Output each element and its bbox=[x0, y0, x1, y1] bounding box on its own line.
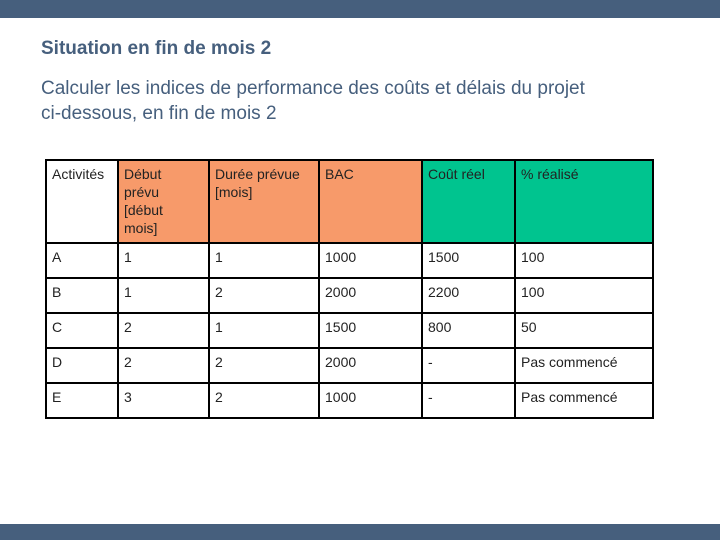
header-duree-prevue: Durée prévue [mois] bbox=[209, 160, 319, 243]
body-line-1: Calculer les indices de performance des coûts et délais du projet bbox=[41, 78, 585, 99]
header-activites: Activités bbox=[46, 160, 118, 243]
header-cout-reel: Coût réel bbox=[422, 160, 515, 243]
table-row bbox=[46, 383, 653, 418]
table-header-row bbox=[46, 160, 653, 243]
table-cell: 2200 bbox=[422, 278, 515, 313]
header-debut-prevu: Début prévu [début mois] bbox=[118, 160, 209, 243]
slide-title: Situation en fin de mois 2 bbox=[41, 38, 272, 59]
table-cell: 100 bbox=[515, 243, 653, 278]
table-cell: 2 bbox=[209, 348, 319, 383]
table-cell: 1 bbox=[118, 243, 209, 278]
table-cell: 1000 bbox=[319, 243, 422, 278]
bottom-bar bbox=[0, 524, 720, 540]
table-cell: Pas commencé bbox=[515, 383, 653, 418]
table-cell: 50 bbox=[515, 313, 653, 348]
table-cell: B bbox=[46, 278, 118, 313]
table-row bbox=[46, 243, 653, 278]
slide-body-text bbox=[41, 76, 691, 126]
table-cell: 2 bbox=[118, 313, 209, 348]
table-cell: C bbox=[46, 313, 118, 348]
header-pct-realise: % réalisé bbox=[515, 160, 653, 243]
table-row bbox=[46, 348, 653, 383]
table-cell: 2 bbox=[118, 348, 209, 383]
header-bac: BAC bbox=[319, 160, 422, 243]
table-cell: 2000 bbox=[319, 348, 422, 383]
table-cell: 1 bbox=[209, 313, 319, 348]
table-cell: A bbox=[46, 243, 118, 278]
table-cell: - bbox=[422, 348, 515, 383]
table-cell: D bbox=[46, 348, 118, 383]
table-cell: 1 bbox=[118, 278, 209, 313]
top-bar bbox=[0, 0, 720, 18]
table-cell: 2 bbox=[209, 383, 319, 418]
table-cell: 1500 bbox=[422, 243, 515, 278]
table-cell: 100 bbox=[515, 278, 653, 313]
table-cell: 3 bbox=[118, 383, 209, 418]
table-cell: E bbox=[46, 383, 118, 418]
table-cell: 2 bbox=[209, 278, 319, 313]
body-line-2: ci-dessous, en fin de mois 2 bbox=[41, 103, 277, 124]
table-cell: - bbox=[422, 383, 515, 418]
table-cell: 800 bbox=[422, 313, 515, 348]
table-cell: 1500 bbox=[319, 313, 422, 348]
table-row bbox=[46, 278, 653, 313]
activities-table bbox=[45, 159, 654, 419]
table-cell: 2000 bbox=[319, 278, 422, 313]
table-cell: 1000 bbox=[319, 383, 422, 418]
table-row bbox=[46, 313, 653, 348]
table-cell: Pas commencé bbox=[515, 348, 653, 383]
table-cell: 1 bbox=[209, 243, 319, 278]
